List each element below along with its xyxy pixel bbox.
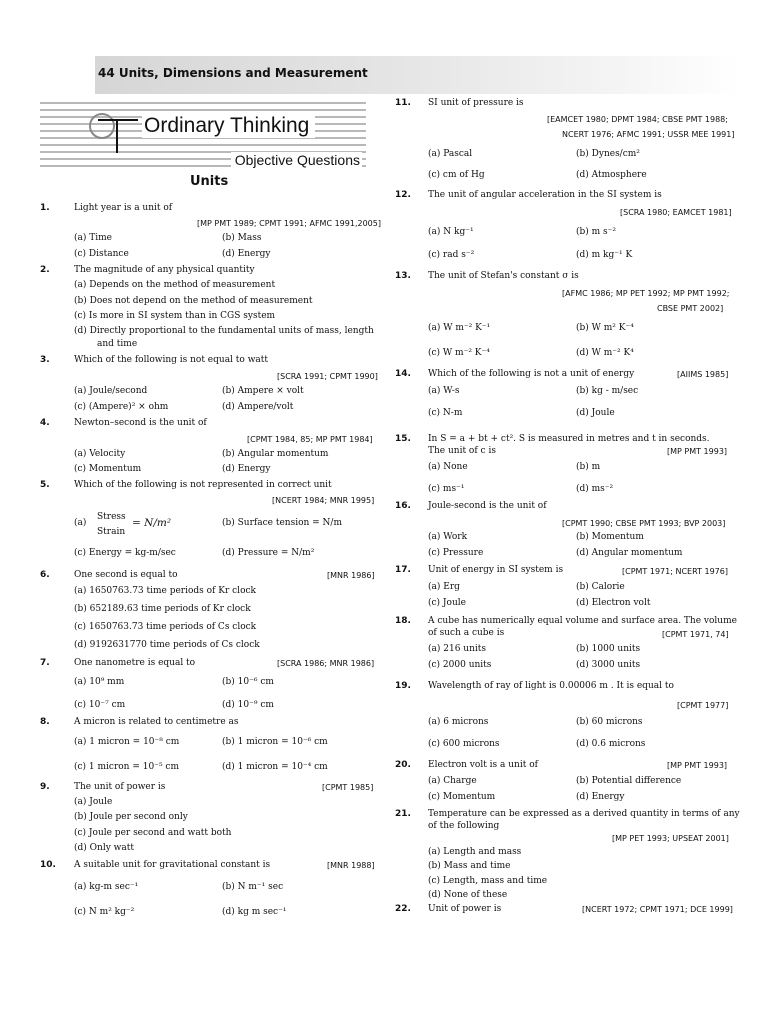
question-number: 20. (395, 760, 411, 770)
question-text: (c) ms⁻¹ (428, 484, 465, 494)
question-text: (b) 1 micron = 10⁻⁶ cm (222, 737, 328, 747)
question-text: (d) m kg⁻¹ K (576, 250, 633, 260)
question-text: The unit of Stefan's constant σ is (428, 271, 579, 281)
exam-reference: [CPMT 1984, 85; MP PMT 1984] (247, 435, 373, 444)
question-text: (a) (74, 518, 87, 528)
exam-reference: [AFMC 1986; MP PET 1992; MP PMT 1992; (562, 289, 730, 298)
question-text: (c) cm of Hg (428, 170, 485, 180)
question-text: Which of the following is not equal to watt (74, 355, 268, 365)
question-text: (a) Time (74, 233, 112, 243)
question-number: 19. (395, 681, 411, 691)
question-number: 15. (395, 434, 411, 444)
question-text: (c) Momentum (428, 792, 496, 802)
question-text: (a) Erg (428, 582, 460, 592)
question-text: (b) Momentum (576, 532, 644, 542)
question-text: Temperature can be expressed as a derived quantity in terms of any (428, 809, 740, 819)
question-text: (d) 0.6 microns (576, 739, 646, 749)
question-text: (a) W-s (428, 386, 460, 396)
question-number: 3. (40, 355, 50, 365)
question-text: (c) Energy = kg-m/sec (74, 548, 176, 558)
exam-reference: NCERT 1976; AFMC 1991; USSR MEE 1991] (562, 130, 735, 139)
page-header (95, 56, 740, 94)
question-number: 13. (395, 271, 411, 281)
question-text: The magnitude of any physical quantity (74, 265, 255, 275)
question-text: (c) Is more in SI system than in CGS system (74, 311, 276, 321)
question-text: Unit of power is (428, 904, 502, 914)
exam-reference: [MNR 1988] (327, 861, 375, 870)
exam-reference: [CPMT 1971, 74] (662, 630, 729, 639)
question-text: (d) 10⁻⁹ cm (222, 700, 274, 710)
question-text: (d) Only watt (74, 843, 134, 853)
question-text: of the following (428, 821, 500, 831)
exam-reference: [SCRA 1980; EAMCET 1981] (620, 208, 732, 217)
question-text: (d) None of these (428, 890, 508, 900)
question-text: (d) W m⁻² K⁴ (576, 348, 634, 358)
question-text: (d) Electron volt (576, 598, 651, 608)
exam-reference: [MP PMT 1993] (667, 447, 728, 456)
question-text: (b) Angular momentum (222, 449, 329, 459)
exam-reference: [MP PET 1993; UPSEAT 2001] (612, 834, 729, 843)
exam-reference: [NCERT 1972; CPMT 1971; DCE 1999] (582, 905, 733, 914)
question-text: (c) 600 microns (428, 739, 500, 749)
question-text: and time (97, 339, 138, 349)
question-text: (b) 60 microns (576, 717, 643, 727)
question-text: Electron volt is a unit of (428, 760, 538, 770)
question-number: 18. (395, 616, 411, 626)
question-text: Wavelength of ray of light is 0.00006 m . It is equal to (428, 681, 674, 691)
question-text: (c) Pressure (428, 548, 484, 558)
question-text: Which of the following is not represented in correct unit (74, 480, 332, 490)
question-text: Unit of energy in SI system is (428, 565, 564, 575)
exam-reference: [CPMT 1971; NCERT 1976] (622, 567, 728, 576)
question-number: 8. (40, 717, 50, 727)
question-text: (a) 10⁹ mm (74, 677, 125, 687)
question-text: (a) Pascal (428, 149, 473, 159)
logo-circle-icon (89, 113, 115, 139)
question-text: (b) Ampere × volt (222, 386, 304, 396)
question-text: (b) Mass (222, 233, 262, 243)
question-text: Joule-second is the unit of (428, 501, 547, 511)
question-text: (b) Dynes/cm² (576, 149, 640, 159)
question-text: (d) Energy (576, 792, 625, 802)
exam-reference: [AIIMS 1985] (677, 370, 729, 379)
question-text: (c) 1 micron = 10⁻⁵ cm (74, 762, 179, 772)
question-number: 22. (395, 904, 411, 914)
question-number: 9. (40, 782, 50, 792)
question-text: (c) Joule (428, 598, 466, 608)
question-number: 2. (40, 265, 50, 275)
question-number: 17. (395, 565, 411, 575)
question-text: (c) Momentum (74, 464, 142, 474)
question-text: (b) Calorie (576, 582, 625, 592)
question-text: (b) kg - m/sec (576, 386, 639, 396)
exam-reference: [SCRA 1986; MNR 1986] (277, 659, 375, 668)
question-text: In S = a + bt + ct². S is measured in metres and t in seconds. (428, 434, 710, 444)
question-text: (b) Does not depend on the method of measurement (74, 296, 313, 306)
question-text: SI unit of pressure is (428, 98, 524, 108)
question-text: (a) Work (428, 532, 468, 542)
question-text: (a) kg-m sec⁻¹ (74, 882, 139, 892)
question-text: (b) W m² K⁻⁴ (576, 323, 634, 333)
question-text: (d) Joule (576, 408, 615, 418)
question-text: A suitable unit for gravitational constant is (74, 860, 271, 870)
question-text: (b) 10⁻⁶ cm (222, 677, 274, 687)
question-text: (c) 10⁻⁷ cm (74, 700, 126, 710)
question-text: (b) Potential difference (576, 776, 682, 786)
question-text: (b) m s⁻² (576, 227, 617, 237)
question-text: (a) Joule/second (74, 386, 148, 396)
question-text: (c) N-m (428, 408, 463, 418)
question-text: (c) (Ampere)² × ohm (74, 402, 169, 412)
question-text: (d) Angular momentum (576, 548, 683, 558)
question-text: (d) 9192631770 time periods of Cs clock (74, 640, 260, 650)
question-text: (c) N m² kg⁻² (74, 907, 135, 917)
question-text: (a) Depends on the method of measurement (74, 280, 276, 290)
question-text: = N/m² (132, 517, 172, 529)
question-text: (d) kg m sec⁻¹ (222, 907, 287, 917)
question-text: (b) Mass and time (428, 861, 511, 871)
question-number: 11. (395, 98, 411, 108)
question-text: (a) Velocity (74, 449, 126, 459)
exam-reference: [NCERT 1984; MNR 1995] (272, 496, 375, 505)
question-text: (d) Atmosphere (576, 170, 647, 180)
question-number: 1. (40, 203, 50, 213)
logo-t-icon (98, 119, 138, 121)
exam-reference: CBSE PMT 2002] (657, 304, 724, 313)
exam-reference: [SCRA 1991; CPMT 1990] (277, 372, 378, 381)
question-text: (b) Surface tension = N/m (222, 518, 342, 528)
question-text: Which of the following is not a unit of energy (428, 369, 635, 379)
question-text: Light year is a unit of (74, 203, 173, 213)
question-text: The unit of power is (74, 782, 166, 792)
exam-reference: [MP PMT 1993] (667, 761, 728, 770)
question-number: 12. (395, 190, 411, 200)
question-text: (c) Joule per second and watt both (74, 828, 232, 838)
question-text: (b) 652189.63 time periods of Kr clock (74, 604, 251, 614)
question-text: (a) 6 microns (428, 717, 489, 727)
question-text: (a) 1650763.73 time periods of Kr clock (74, 586, 256, 596)
question-number: 7. (40, 658, 50, 668)
question-text: (a) None (428, 462, 468, 472)
question-text: (d) Energy (222, 249, 271, 259)
question-text: (c) Distance (74, 249, 129, 259)
question-text: (a) 216 units (428, 644, 486, 654)
question-text: (c) rad s⁻² (428, 250, 475, 260)
question-text: (c) 1650763.73 time periods of Cs clock (74, 622, 257, 632)
question-text: The unit of c is (428, 446, 496, 456)
page-header-title: 44 Units, Dimensions and Measurement (98, 66, 368, 80)
question-text: (b) 1000 units (576, 644, 641, 654)
question-text: Strain (97, 527, 126, 537)
question-text: Newton–second is the unit of (74, 418, 207, 428)
question-text: The unit of angular acceleration in the SI system is (428, 190, 662, 200)
question-text: (d) 3000 units (576, 660, 641, 670)
exam-reference: [CPMT 1990; CBSE PMT 1993; BVP 2003] (562, 519, 726, 528)
question-number: 14. (395, 369, 411, 379)
exam-reference: [MNR 1986] (327, 571, 375, 580)
question-text: (a) W m⁻² K⁻¹ (428, 323, 491, 333)
question-text: (d) ms⁻² (576, 484, 614, 494)
question-text: (c) 2000 units (428, 660, 492, 670)
question-text: (d) Directly proportional to the fundamental units of mass, length (74, 326, 374, 336)
question-text: A cube has numerically equal volume and surface area. The volume (428, 616, 737, 626)
exam-reference: [CPMT 1985] (322, 783, 374, 792)
question-text: of such a cube is (428, 628, 505, 638)
question-text: (a) Length and mass (428, 847, 522, 857)
question-text: One second is equal to (74, 570, 178, 580)
question-number: 4. (40, 418, 50, 428)
question-number: 16. (395, 501, 411, 511)
question-text: (d) Pressure = N/m² (222, 548, 315, 558)
question-text: A micron is related to centimetre as (74, 717, 239, 727)
question-text: (c) Length, mass and time (428, 876, 548, 886)
question-text: (c) W m⁻² K⁻⁴ (428, 348, 490, 358)
question-text: (b) m (576, 462, 601, 472)
question-text: (d) Energy (222, 464, 271, 474)
question-text: (a) Charge (428, 776, 477, 786)
question-text: One nanometre is equal to (74, 658, 196, 668)
question-text: Stress (97, 512, 126, 522)
question-number: 5. (40, 480, 50, 490)
question-text: (b) N m⁻¹ sec (222, 882, 284, 892)
exam-reference: [MP PMT 1989; CPMT 1991; AFMC 1991,2005] (197, 219, 381, 228)
question-text: (d) 1 micron = 10⁻⁴ cm (222, 762, 328, 772)
question-number: 6. (40, 570, 50, 580)
question-text: (b) Joule per second only (74, 812, 188, 822)
question-text: (a) N kg⁻¹ (428, 227, 474, 237)
exam-reference: [EAMCET 1980; DPMT 1984; CBSE PMT 1988; (547, 115, 728, 124)
question-text: (a) Joule (74, 797, 113, 807)
exam-reference: [CPMT 1977] (677, 701, 729, 710)
question-text: (a) 1 micron = 10⁻⁸ cm (74, 737, 180, 747)
section-heading: Units (190, 174, 229, 189)
banner-subtitle: Objective Questions (231, 152, 362, 168)
question-number: 10. (40, 860, 56, 870)
banner-title: Ordinary Thinking (142, 114, 315, 138)
question-number: 21. (395, 809, 411, 819)
question-text: (d) Ampere/volt (222, 402, 294, 412)
